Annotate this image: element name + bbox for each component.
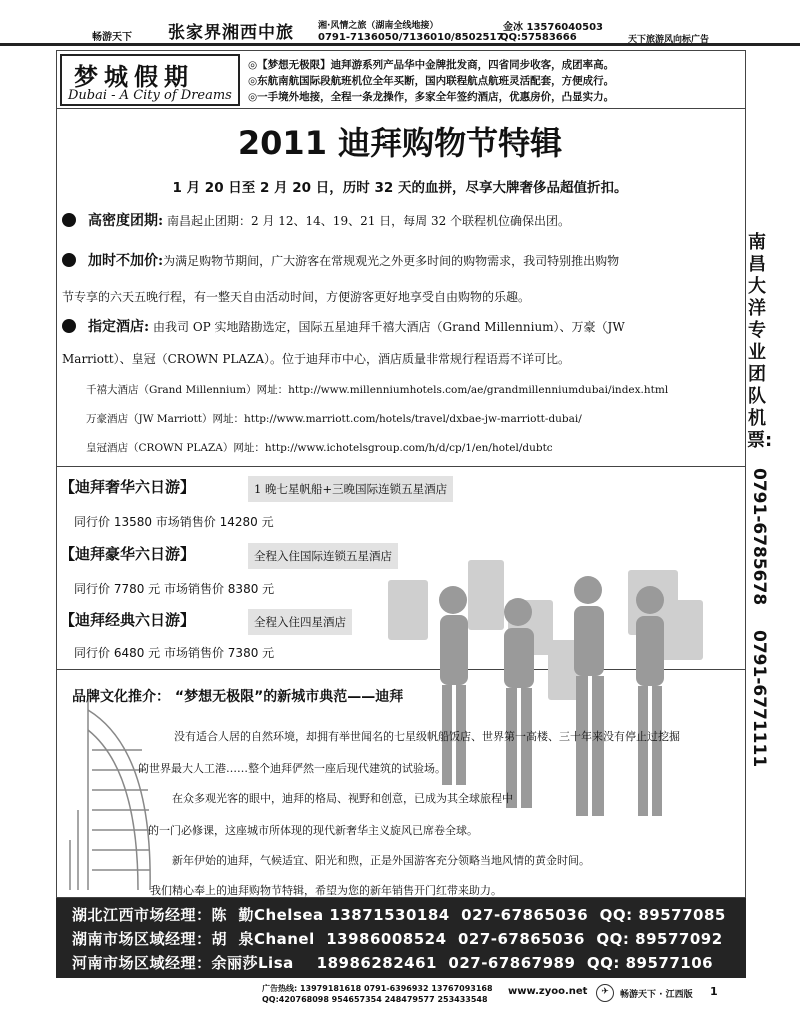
point-text: 为满足购物节期间，广大游客在常规观光之外更多时间的购物需求，我司特别推出购物 — [163, 254, 620, 268]
paragraph-line: 我们精心奉上的迪拜购物节特辑，希望为您的新年销售开门红带来助力。 — [150, 884, 502, 897]
bullet-line: ◎东航南航国际段航班机位全年买断，国内联程航点航班灵活配套，方便成行。 — [248, 75, 615, 87]
tour-title: 【迪拜经典六日游】 — [60, 611, 196, 629]
point-text: 南昌起止团期：2 月 12、14、19、21 日，每周 32 个联程机位确保出团。 — [167, 214, 571, 228]
header-right: 天下旅游风向标广告 — [628, 35, 710, 45]
vertical-label: 南昌大洋专业团队机票: — [747, 232, 773, 451]
hotel-url[interactable]: 万豪酒店（JW Marriott）网址：http://www.marriott.com/hotels/travel/dxbae-jw-marriott-dubai/ — [86, 413, 582, 425]
page-footer — [0, 980, 800, 1023]
bullet-line: ◎【梦想无极限】迪拜游系列产品华中金牌批发商，四省同步收客，成团率高。 — [248, 59, 615, 71]
brand-title: 品牌文化推介： “梦想无极限”的新城市典范——迪拜 — [72, 689, 404, 705]
vertical-phone: 0791-6785678 — [749, 468, 769, 606]
brand-logo — [60, 54, 240, 106]
tour-tag: 全程入住国际连锁五星酒店 — [248, 543, 398, 569]
point-title: 加时不加价: — [88, 253, 164, 269]
point-title: 指定酒店: — [88, 319, 150, 335]
paragraph-line: 的一门必修课，这座城市所体现的现代新奢华主义旋风已席卷全球。 — [148, 824, 478, 837]
bullet-dot-icon — [62, 253, 76, 267]
managers-panel — [56, 898, 746, 978]
point-text-cont: Marriott）、皇冠（CROWN PLAZA）。位于迪拜市中心，酒店质量非常规行程语焉不详可比。 — [62, 352, 571, 366]
divider — [56, 108, 746, 109]
footer-qqs: QQ:420768098 954657354 248479577 253433548 — [262, 995, 488, 1004]
vertical-phone: 0791-6771111 — [749, 630, 769, 768]
footer-site[interactable]: www.zyoo.net — [508, 986, 588, 997]
logo-english: Dubai - A City of Dreams — [68, 88, 232, 103]
paragraph-line: 新年伊始的迪拜，气候适宜、阳光和煦，正是外国游客充分领略当地风情的黄金时间。 — [172, 854, 590, 867]
page-number: 1 — [710, 985, 718, 998]
subheadline: 1 月 20 日至 2 月 20 日，历时 32 天的血拼，尽享大牌奢侈品超值折扣。 — [172, 180, 628, 196]
paragraph-line: 没有适合人居的自然环境，却拥有举世闻名的七星级帆船饭店、世界第一高楼、三十年来没有停止过挖掘 — [174, 730, 680, 743]
footer-hotline: 广告热线: 13979181618 0791-6396932 13767093168 — [262, 984, 493, 993]
manager-row: 湖南市场区域经理：胡 泉Chanel 13986008524 027-67865036 QQ: 89577092 — [72, 930, 723, 948]
footer-edition: 畅游天下 · 江西版 — [620, 990, 693, 1000]
header-phones: 0791-7136050/7136010/8502517 — [318, 32, 504, 43]
tour-price: 同行价 13580 市场销售价 14280 元 — [74, 515, 274, 529]
header-subtitle: 湘·风情之旅（湖南全线地接） — [318, 21, 439, 31]
paragraph-line: 在众多观光客的眼中，迪拜的格局、视野和创意，已成为其全球旅程中 — [172, 792, 513, 805]
bullet-line: ◎一手境外地接，全程一条龙操作，多家全年签约酒店，优惠房价，凸显实力。 — [248, 91, 615, 103]
paragraph-line: 的世界最大人工港……整个迪拜俨然一座后现代建筑的试验场。 — [138, 762, 446, 775]
point-text: 由我司 OP 实地踏勘选定，国际五星迪拜千禧大酒店（Grand Millennium）、万豪（JW — [153, 320, 625, 334]
bullet-dot-icon — [62, 213, 76, 227]
burj-al-arab-icon — [58, 690, 168, 890]
point-text-cont: 节专享的六天五晚行程，有一整天自由活动时间，方便游客更好地享受自由购物的乐趣。 — [62, 290, 531, 304]
point-density — [62, 206, 742, 236]
hotel-url[interactable]: 千禧大酒店（Grand Millennium）网址：http://www.millenniumhotels.com/ae/grandmillenniumdubai/index.html — [86, 384, 669, 396]
header-qq: QQ:57583666 — [500, 32, 577, 43]
logo-icon: ✈ — [596, 984, 614, 1002]
page-header — [0, 0, 800, 46]
logo-chinese: 梦城假期 — [74, 63, 194, 91]
header-left: 畅游天下 — [92, 32, 132, 43]
hotel-url[interactable]: 皇冠酒店（CROWN PLAZA）网址：http://www.ichotelsgroup.com/h/d/cp/1/en/hotel/dubtc — [86, 442, 553, 454]
manager-row: 湖北江西市场经理：陈 勤Chelsea 13871530184 027-67865036 QQ: 89577085 — [72, 906, 726, 924]
header-contact: 金冰 13576040503 — [503, 22, 604, 33]
header-title: 张家界湘西中旅 — [168, 23, 294, 43]
bullet-dot-icon — [62, 319, 76, 333]
point-title: 高密度团期: — [88, 213, 164, 229]
manager-row: 河南市场区域经理：余丽莎Lisa 18986282461 027-67867989 QQ: 89577106 — [72, 954, 714, 972]
tour-tag: 全程入住四星酒店 — [248, 609, 352, 635]
point-time — [62, 246, 742, 276]
tour-price: 同行价 7780 元 市场销售价 8380 元 — [74, 582, 275, 596]
tour-title: 【迪拜奢华六日游】 — [60, 478, 196, 496]
tour-tag: 1 晚七星帆船+三晚国际连锁五星酒店 — [248, 476, 453, 502]
point-hotel — [62, 312, 742, 342]
headline: 2011 迪拜购物节特辑 — [237, 124, 563, 162]
tour-title: 【迪拜豪华六日游】 — [60, 545, 196, 563]
tour-price: 同行价 6480 元 市场销售价 7380 元 — [74, 646, 275, 660]
vertical-airline-ad — [744, 232, 773, 452]
